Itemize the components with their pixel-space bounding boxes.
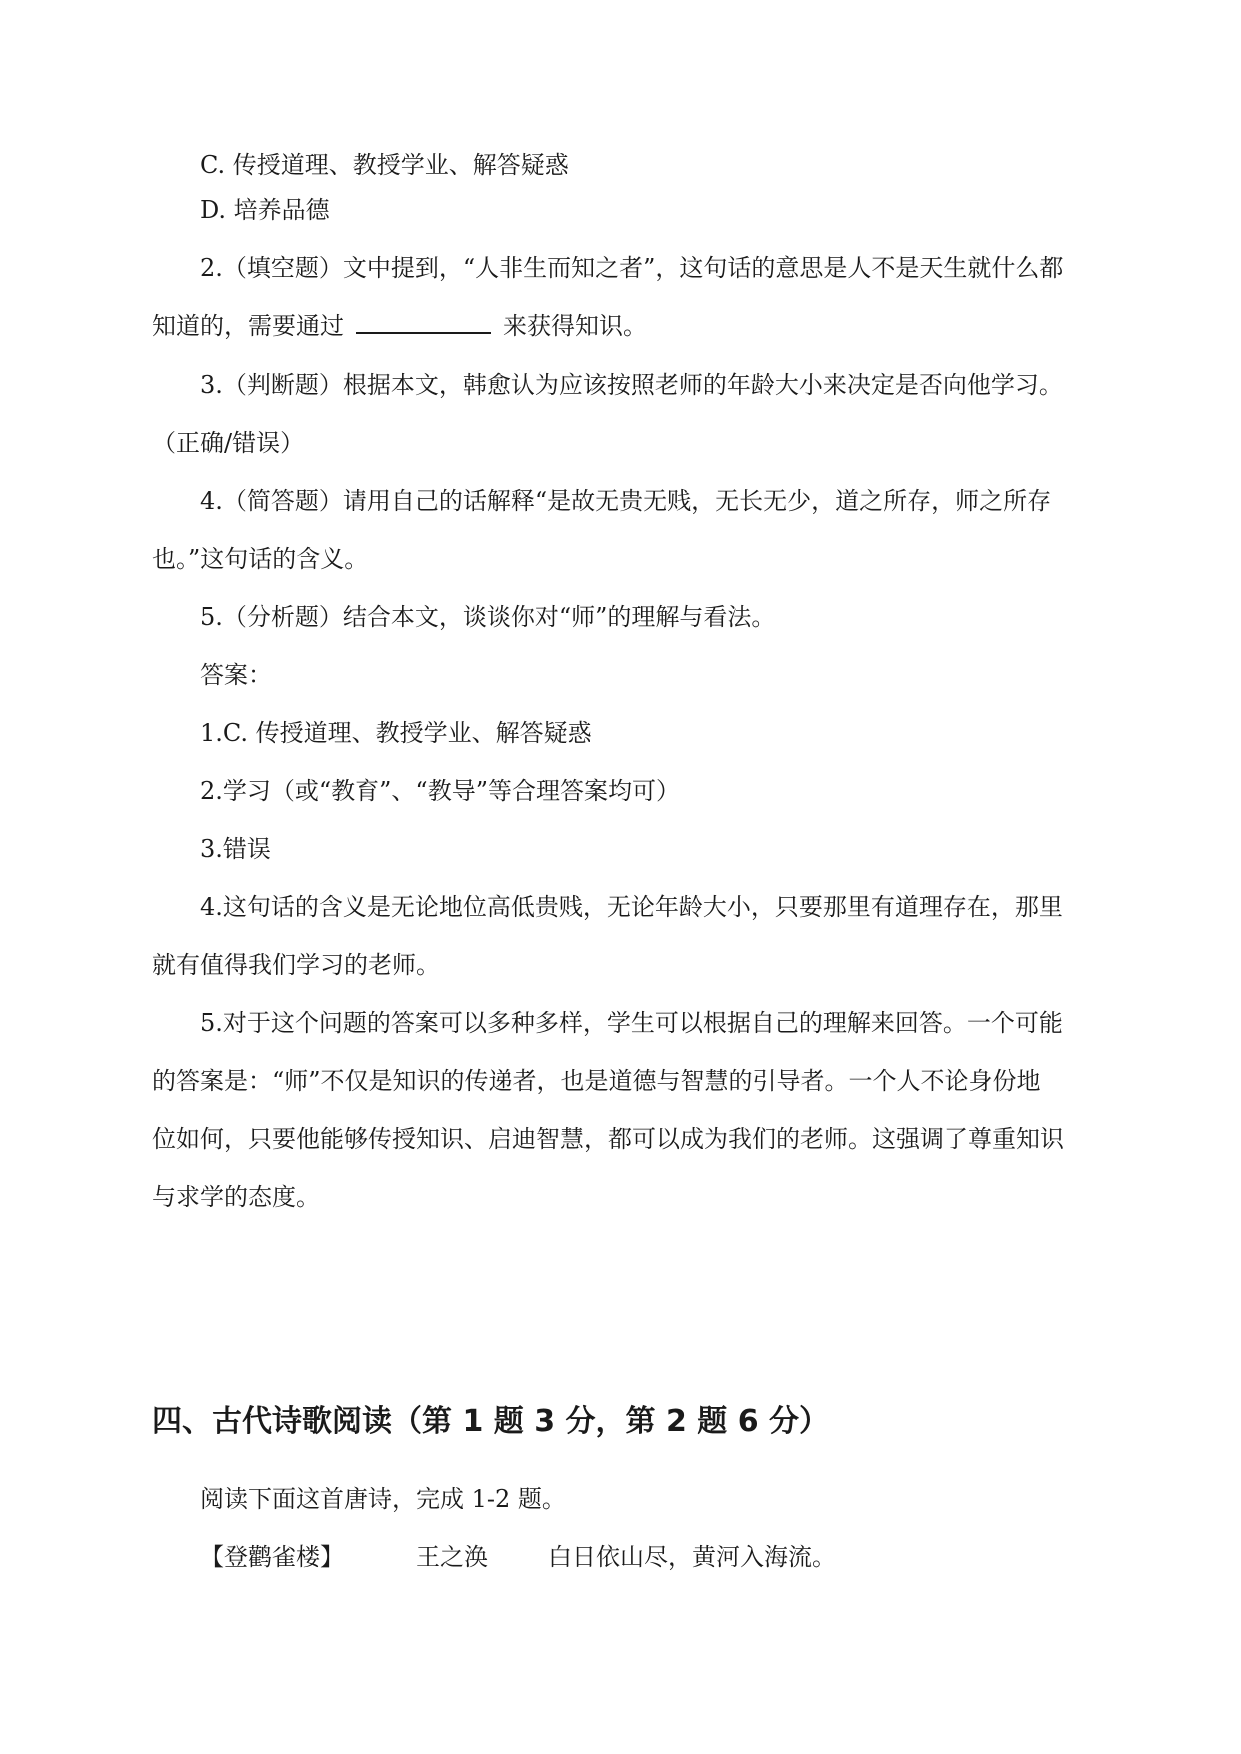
poem-line [200, 1540, 836, 1574]
answer-1: 1.C. 传授道理、教授学业、解答疑惑 [200, 719, 592, 747]
question-2-line-2 [152, 309, 647, 343]
answer-5-line-1: 5.对于这个问题的答案可以多种多样，学生可以根据自己的理解来回答。一个可能 [200, 1009, 1063, 1037]
option-d: D. 培养品德 [200, 196, 330, 224]
question-3-line-2: （正确/错误） [152, 429, 305, 457]
answer-5-line-4: 与求学的态度。 [152, 1183, 320, 1211]
section-4-intro: 阅读下面这首唐诗，完成 1-2 题。 [200, 1485, 566, 1513]
option-c: C. 传授道理、教授学业、解答疑惑 [200, 151, 569, 179]
answers-label: 答案： [200, 661, 272, 689]
answer-5-line-2: 的答案是：“师”不仅是知识的传递者，也是道德与智慧的引导者。一个人不论身份地 [152, 1067, 1041, 1095]
question-2-before-blank: 知道的，需要通过 [152, 312, 344, 340]
fill-in-blank [356, 310, 491, 334]
poem-verse-1: 白日依山尽，黄河入海流。 [548, 1543, 836, 1571]
poem-title: 【登鹳雀楼】 [200, 1543, 344, 1571]
answer-3: 3.错误 [200, 835, 271, 863]
section-4-heading: 四、古代诗歌阅读（第 1 题 3 分，第 2 题 6 分） [152, 1404, 830, 1439]
question-2-line-1: 2.（填空题）文中提到，“人非生而知之者”，这句话的意思是人不是天生就什么都 [200, 254, 1064, 282]
answer-4-line-1: 4.这句话的含义是无论地位高低贵贱，无论年龄大小，只要那里有道理存在，那里 [200, 893, 1063, 921]
question-3-line-1: 3.（判断题）根据本文，韩愈认为应该按照老师的年龄大小来决定是否向他学习。 [200, 371, 1063, 399]
answer-4-line-2: 就有值得我们学习的老师。 [152, 951, 440, 979]
answer-5-line-3: 位如何，只要他能够传授知识、启迪智慧，都可以成为我们的老师。这强调了尊重知识 [152, 1125, 1064, 1153]
question-4-line-2: 也。”这句话的含义。 [152, 545, 369, 573]
poem-author: 王之涣 [416, 1543, 488, 1571]
question-5: 5.（分析题）结合本文，谈谈你对“师”的理解与看法。 [200, 603, 776, 631]
question-2-after-blank: 来获得知识。 [503, 312, 647, 340]
answer-2: 2.学习（或“教育”、“教导”等合理答案均可） [200, 777, 680, 805]
question-4-line-1: 4.（简答题）请用自己的话解释“是故无贵无贱，无长无少，道之所存，师之所存 [200, 487, 1052, 515]
